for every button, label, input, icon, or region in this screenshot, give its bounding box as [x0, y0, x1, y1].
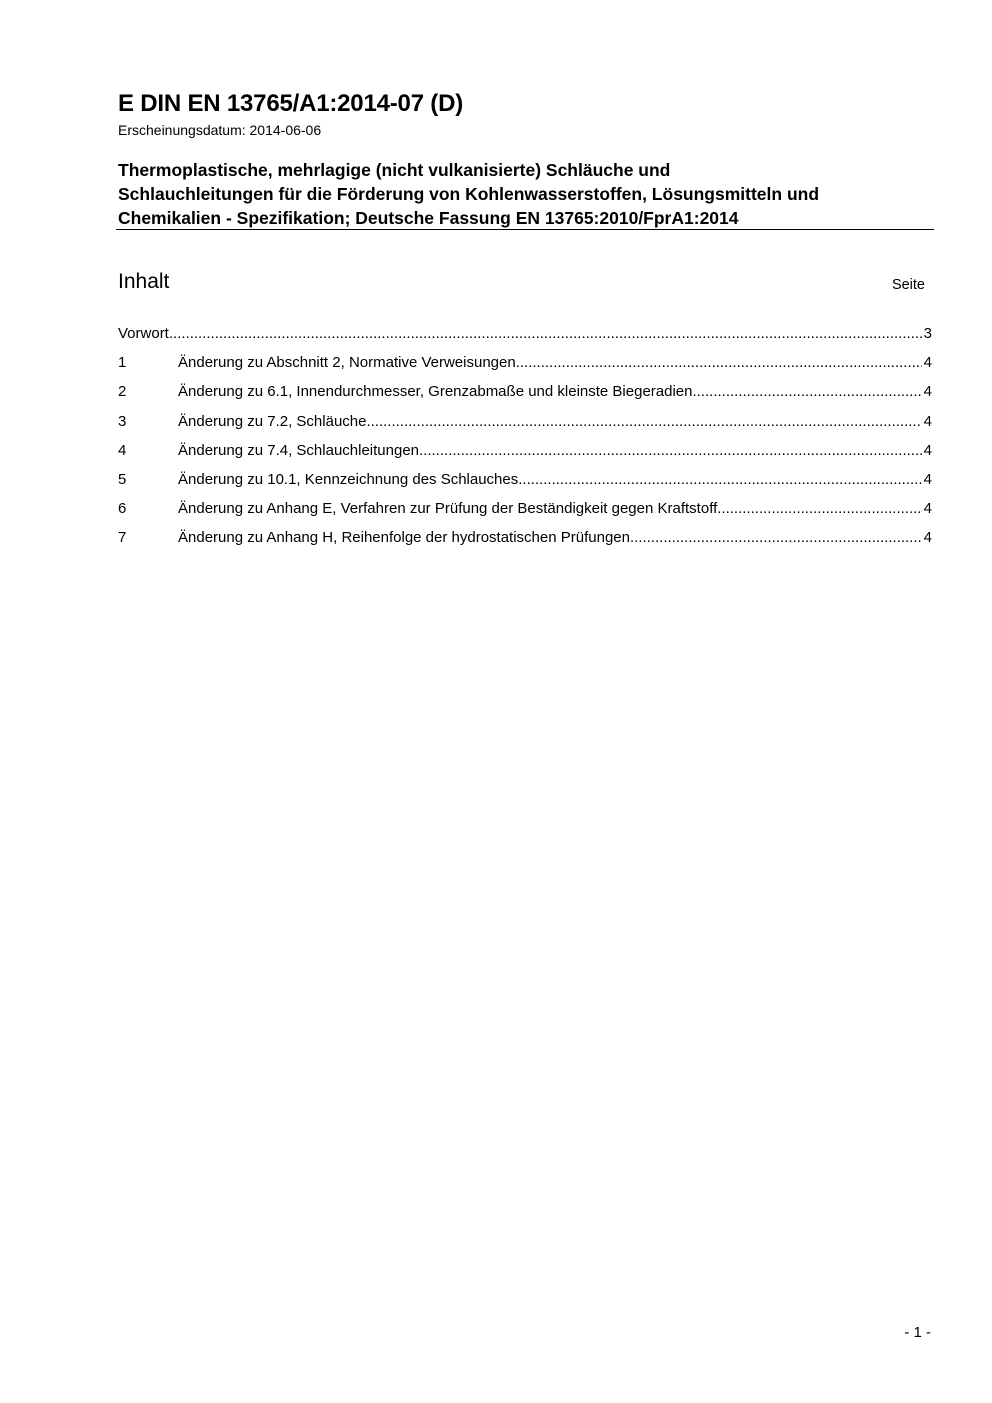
toc-entry-page: 4 [923, 441, 932, 459]
toc-entry-number: 7 [118, 529, 127, 547]
toc-leader-dots [692, 381, 921, 403]
toc-entry-text: Änderung zu Anhang H, Reihenfolge der hydrostatischen Prüfungen [178, 529, 630, 547]
toc-entry-number: 2 [118, 383, 127, 401]
toc-entry-page: 4 [923, 354, 932, 372]
toc-leader-dots [630, 527, 922, 549]
toc-entry-6[interactable] [118, 498, 932, 527]
toc-leader-dots [516, 352, 922, 374]
toc-entry-text: Änderung zu 7.2, Schläuche [178, 412, 367, 430]
toc-entry-number: 4 [118, 441, 127, 459]
toc-entry-number: 5 [118, 470, 127, 488]
toc-entry-text: Änderung zu 6.1, Innendurchmesser, Grenzabmaße und kleinste Biegeradien [178, 383, 693, 401]
toc-entry-number: 6 [118, 500, 127, 518]
toc-entry-page: 4 [923, 529, 932, 547]
page-number: - 1 - [904, 1324, 931, 1341]
toc-entry-4[interactable] [118, 440, 932, 469]
table-of-contents [118, 323, 932, 557]
toc-entry-7[interactable] [118, 527, 932, 556]
toc-entry-page: 4 [923, 470, 932, 488]
toc-heading: Inhalt [118, 270, 170, 293]
toc-entry-vorwort[interactable] [118, 323, 932, 352]
document-title-line: Chemikalien - Spezifikation; Deutsche Fassung EN 13765:2010/FprA1:2014 [118, 208, 739, 228]
toc-leader-dots [419, 440, 922, 462]
toc-entry-number: 3 [118, 412, 127, 430]
publication-date: Erscheinungsdatum: 2014-06-06 [118, 122, 322, 138]
toc-entry-text: Änderung zu Abschnitt 2, Normative Verweisungen [178, 354, 516, 372]
toc-leader-dots [717, 498, 921, 520]
document-title [118, 158, 934, 230]
toc-entry-text: Änderung zu 10.1, Kennzeichnung des Schlauches [178, 470, 519, 488]
toc-entry-3[interactable] [118, 411, 932, 440]
toc-leader-dots [366, 411, 921, 433]
toc-page-column-heading: Seite [891, 277, 925, 293]
toc-entry-page: 4 [923, 500, 932, 518]
toc-entry-page: 4 [923, 383, 932, 401]
toc-leader-dots [518, 469, 921, 491]
toc-entry-page: 3 [923, 325, 932, 342]
toc-entry-5[interactable] [118, 469, 932, 498]
document-title-line: Thermoplastische, mehrlagige (nicht vulkanisierte) Schläuche und [118, 160, 671, 180]
document-title-line: Schlauchleitungen für die Förderung von Kohlenwasserstoffen, Lösungsmitteln und [118, 184, 820, 204]
toc-entry-2[interactable] [118, 381, 932, 410]
toc-entry-1[interactable] [118, 352, 932, 381]
toc-leader-dots [169, 323, 922, 345]
toc-entry-text: Vorwort [118, 325, 169, 342]
toc-entry-text: Änderung zu Anhang E, Verfahren zur Prüfung der Beständigkeit gegen Kraftstoff [178, 500, 718, 518]
toc-entry-page: 4 [923, 412, 932, 430]
document-id: E DIN EN 13765/A1:2014-07 (D) [118, 90, 464, 117]
title-divider [116, 229, 934, 230]
toc-entry-text: Änderung zu 7.4, Schlauchleitungen [178, 441, 420, 459]
toc-entry-number: 1 [118, 354, 127, 372]
